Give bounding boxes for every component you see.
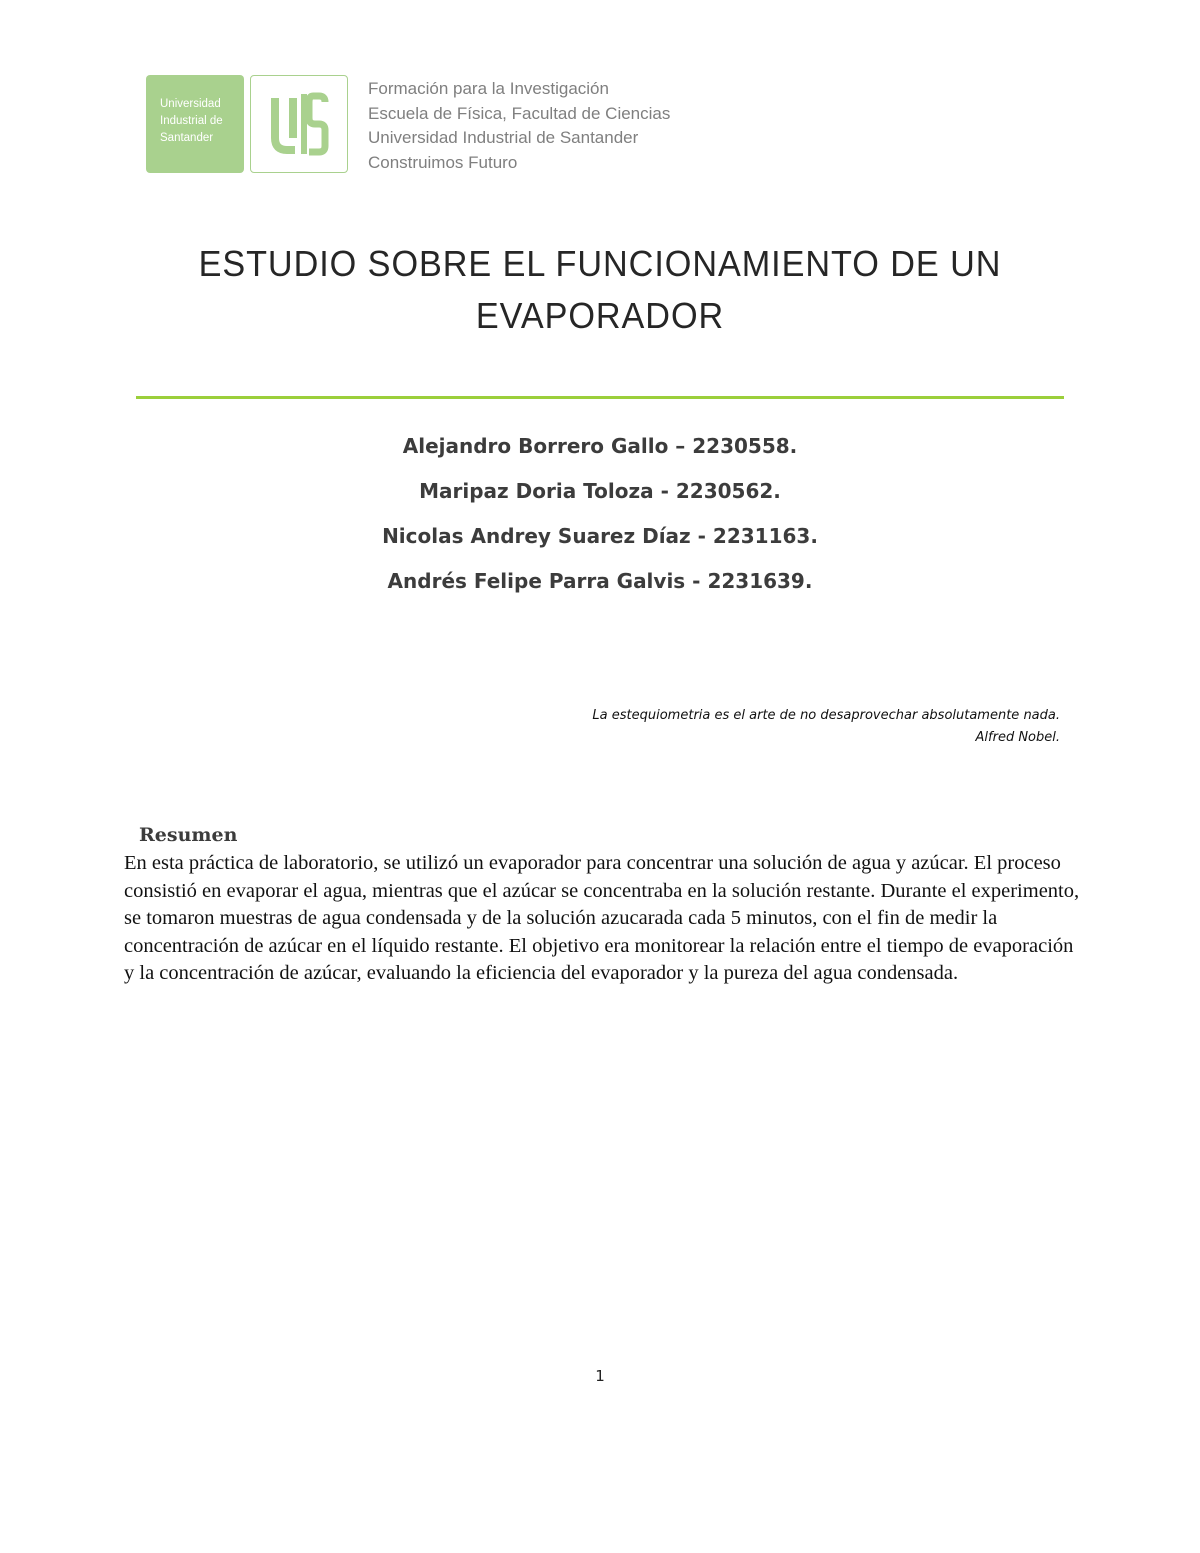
epigraph-author: Alfred Nobel. (975, 730, 1060, 745)
author-4: Andrés Felipe Parra Galvis - 2231639. (387, 569, 813, 593)
title-line-2: EVAPORADOR (475, 295, 725, 336)
author-list (100, 429, 1100, 609)
document-title (125, 238, 1075, 342)
author-2: Maripaz Doria Toloza - 2230562. (419, 479, 781, 503)
title-divider (136, 396, 1064, 399)
abstract-heading: Resumen (139, 824, 238, 846)
logo-text-line-2: Industrial de (160, 115, 223, 127)
title-line-1: ESTUDIO SOBRE EL FUNCIONAMIENTO DE UN (198, 243, 1002, 284)
epigraph-text: La estequiometria es el arte de no desaprovechar absolutamente nada. (592, 708, 1060, 723)
author-1: Alejandro Borrero Gallo – 2230558. (402, 434, 798, 458)
epigraph (592, 705, 1060, 749)
document-header (146, 75, 746, 175)
university-logo-text-box (146, 75, 244, 173)
institution-lines (368, 77, 670, 175)
logo-text-line-3: Santander (160, 132, 214, 144)
uis-logo-mark (250, 75, 348, 173)
logo-text-line-1: Universidad (160, 98, 221, 110)
header-line-4: Construimos Futuro (368, 152, 518, 172)
header-line-3: Universidad Industrial de Santander (368, 128, 639, 147)
uis-monogram-icon (251, 76, 347, 172)
header-line-1: Formación para la Investigación (368, 79, 609, 98)
abstract-body: En esta práctica de laboratorio, se utilizó un evaporador para concentrar una solución de agua y azúcar. El proceso consistió en evaporar el agua, mientras que el azúcar se concentraba en la solución restante. Durante el experimento, se tomaron muestras de agua condensada y de la solución azucarada cada 5 minutos, con el fin de medir la concentración de azúcar en el líquido restante. El objetivo era monitorear la relación entre el tiempo de evaporación y la concentración de azúcar, evaluando la eficiencia del evaporador y la pureza del agua condensada. (124, 852, 1080, 984)
page-number: 1 (595, 1367, 605, 1385)
author-3: Nicolas Andrey Suarez Díaz - 2231163. (382, 524, 818, 548)
header-line-2: Escuela de Física, Facultad de Ciencias (368, 103, 671, 123)
